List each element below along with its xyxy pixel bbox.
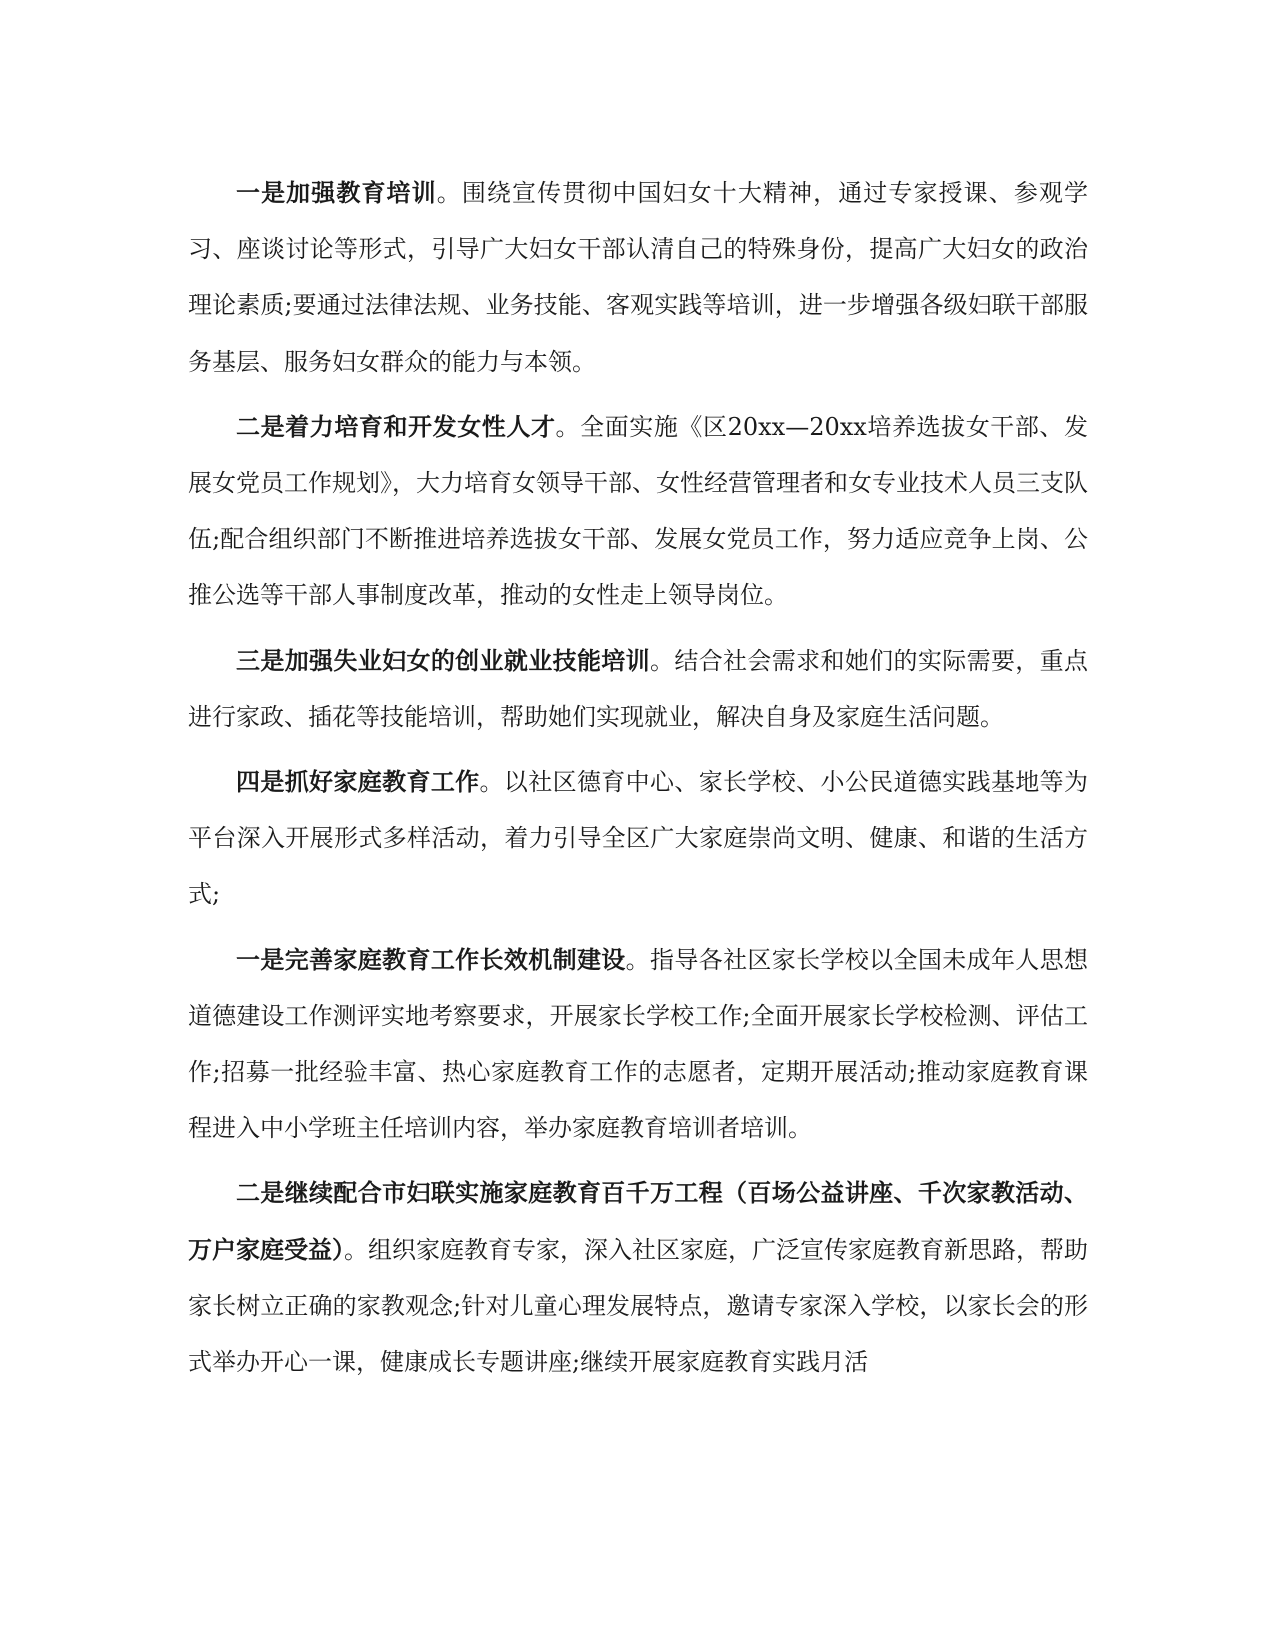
paragraph-education-training	[188, 165, 1088, 390]
paragraph-long-term-mechanism	[188, 932, 1088, 1157]
paragraph-text: 。组织家庭教育专家，深入社区家庭，广泛宣传家庭教育新思路，帮助家长树立正确的家教观念;针对儿童心理发展特点，邀请专家深入学校，以家长会的形式举办开心一课，健康成长专题讲座;继续开展家庭教育实践月活	[188, 1235, 1088, 1377]
paragraph-heading: 二是继续配合市妇联实施家庭教育百千万工程（百场公益讲座、千次家教活动、万户家庭受益）	[188, 1179, 1088, 1264]
paragraph-text: 。指导各社区家长学校以全国未成年人思想道德建设工作测评实地考察要求，开展家长学校工作;全面开展家长学校检测、评估工作;招募一批经验丰富、热心家庭教育工作的志愿者，定期开展活动;推动家庭教育课程进入中小学班主任培训内容，举办家庭教育培训者培训。	[188, 945, 1089, 1143]
paragraph-heading: 二是着力培育和开发女性人才	[236, 412, 556, 441]
paragraph-employment-training	[188, 633, 1088, 745]
paragraph-hundred-thousand-project	[188, 1165, 1088, 1390]
paragraph-text: 。以社区德育中心、家长学校、小公民道德实践基地等为平台深入开展形式多样活动，着力引导全区广大家庭崇尚文明、健康、和谐的生活方式;	[188, 768, 1088, 909]
paragraph-text: 。结合社会需求和她们的实际需要，重点进行家政、插花等技能培训，帮助她们实现就业，解决自身及家庭生活问题。	[188, 646, 1088, 731]
paragraph-text: 。全面实施《区20xx—20xx培养选拔女干部、发展女党员工作规划》，大力培育女领导干部、女性经营管理者和女专业技术人员三支队伍;配合组织部门不断推进培养选拔女干部、发展女党员工作，努力适应竞争上岗、公推公选等干部人事制度改革，推动的女性走上领导岗位。	[188, 412, 1089, 610]
paragraph-heading: 一是完善家庭教育工作长效机制建设	[236, 945, 626, 974]
paragraph-text: 。围绕宣传贯彻中国妇女十大精神，通过专家授课、参观学习、座谈讨论等形式，引导广大妇女干部认清自己的特殊身份，提高广大妇女的政治理论素质;要通过法律法规、业务技能、客观实践等培训，进一步增强各级妇联干部服务基层、服务妇女群众的能力与本领。	[188, 179, 1089, 376]
paragraph-heading: 三是加强失业妇女的创业就业技能培训	[236, 646, 650, 675]
paragraph-heading: 四是抓好家庭教育工作	[236, 768, 480, 797]
paragraph-heading: 一是加强教育培训	[236, 179, 437, 207]
paragraph-family-education	[188, 754, 1088, 923]
document-body	[188, 165, 1088, 1399]
paragraph-female-talent	[188, 399, 1088, 624]
